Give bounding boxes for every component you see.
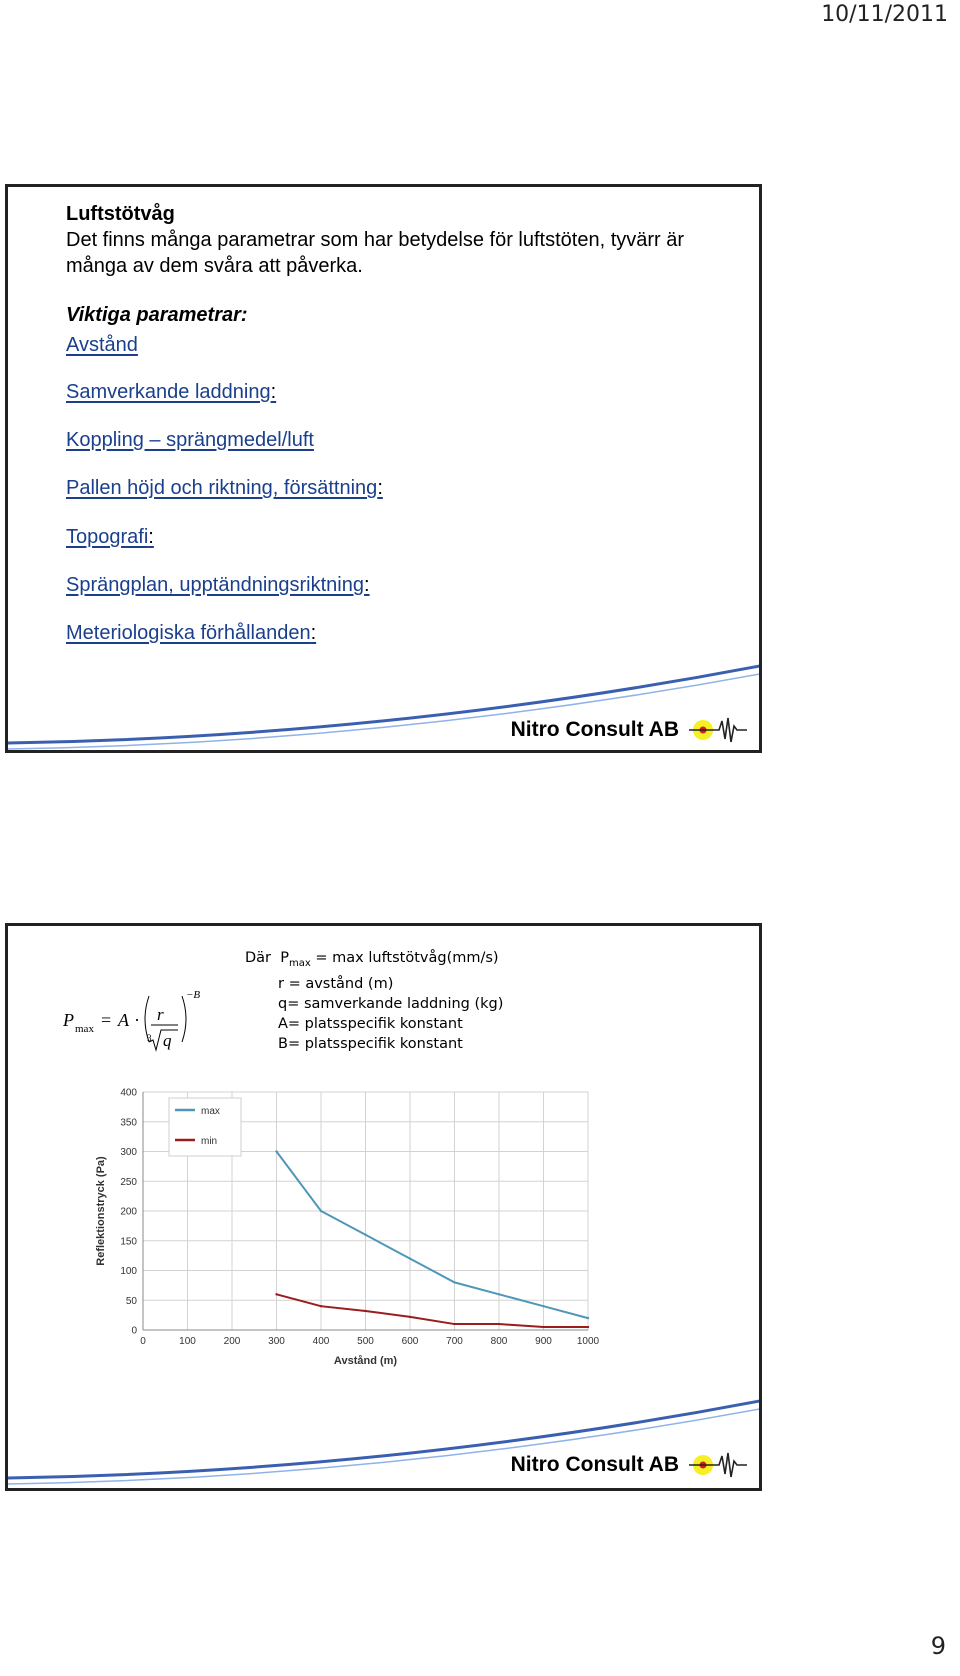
data-point-min <box>275 1293 277 1295</box>
param-colon: : <box>310 622 317 644</box>
x-tick-label: 400 <box>312 1336 330 1347</box>
header-date: 10/11/2011 <box>821 2 948 27</box>
data-point-max <box>320 1210 322 1212</box>
formula-max: max <box>75 1023 94 1035</box>
company-logo-icon <box>687 1450 747 1480</box>
data-point-max <box>275 1150 277 1152</box>
company-logo-icon <box>687 715 747 745</box>
x-tick-label: 900 <box>535 1336 552 1347</box>
formula-p: P <box>63 1010 74 1030</box>
pressure-distance-chart <box>88 1072 648 1377</box>
parameters-heading: Viktiga parametrar: <box>66 304 248 326</box>
brand-name: Nitro Consult AB <box>510 1453 679 1476</box>
y-tick-label: 300 <box>120 1147 137 1158</box>
y-tick-label: 350 <box>120 1117 137 1129</box>
definition-q: q= samverkande laddning (kg) <box>278 995 504 1012</box>
x-tick-label: 300 <box>268 1336 285 1347</box>
definition-p-sub: max <box>288 957 311 969</box>
param-bench[interactable] <box>66 477 383 500</box>
data-point-min <box>364 1310 366 1312</box>
y-axis-label: Reflektionstryck (Pa) <box>95 1156 107 1266</box>
data-point-max <box>409 1257 411 1259</box>
definition-p-text: = max luftstötvåg(mm/s) <box>310 950 499 966</box>
y-tick-label: 100 <box>120 1266 137 1277</box>
x-tick-label: 500 <box>357 1336 374 1347</box>
definition-lead: Där <box>245 950 272 966</box>
x-axis-label: Avstånd (m) <box>333 1355 398 1367</box>
page-number: 9 <box>930 1632 946 1660</box>
brand-name: Nitro Consult AB <box>510 718 679 741</box>
formula-definitions <box>245 948 503 1054</box>
data-point-min <box>453 1323 455 1325</box>
data-point-min <box>409 1316 411 1318</box>
data-point-max <box>587 1317 589 1319</box>
slide-formula-chart <box>5 923 762 1491</box>
param-topography-link[interactable]: Topografi <box>66 526 149 548</box>
param-coupling-link[interactable]: Koppling – sprängmedel/luft <box>66 429 314 451</box>
x-tick-label: 100 <box>179 1336 196 1347</box>
series-line-min <box>277 1294 589 1327</box>
param-colon: : <box>364 574 370 596</box>
formula-dot: · <box>134 1010 140 1030</box>
definition-a: A= platsspecifik konstant <box>278 1015 463 1032</box>
legend-label-min: min <box>201 1136 218 1147</box>
x-tick-label: 200 <box>223 1336 241 1347</box>
formula-paren-right <box>182 996 186 1042</box>
data-point-min <box>498 1323 500 1325</box>
definition-pmax <box>245 948 503 974</box>
param-coupling[interactable] <box>66 429 314 452</box>
formula-exponent: −B <box>186 989 201 1001</box>
param-distance[interactable] <box>66 334 138 357</box>
param-charge[interactable] <box>66 381 276 404</box>
definition-p: P <box>280 950 289 966</box>
slide-intro-text: Det finns många parametrar som har betydelse för luftstöten, tyvärr är många av dem svåra att påverka. <box>66 229 685 277</box>
brand-footer <box>511 1450 747 1480</box>
x-tick-label: 700 <box>446 1336 463 1347</box>
legend-label-max: max <box>201 1106 220 1117</box>
x-tick-label: 1000 <box>576 1336 600 1347</box>
x-tick-label: 0 <box>140 1336 146 1347</box>
data-point-min <box>587 1326 589 1328</box>
formula-root-index: 3 <box>147 1033 152 1043</box>
param-distance-link[interactable]: Avstånd <box>66 334 138 356</box>
data-point-max <box>542 1305 544 1307</box>
y-tick-label: 150 <box>120 1236 137 1248</box>
param-colon: : <box>270 381 277 403</box>
brand-footer <box>511 715 747 745</box>
y-tick-label: 0 <box>131 1325 137 1337</box>
data-point-min <box>542 1326 544 1328</box>
definition-r: r = avstånd (m) <box>278 975 394 992</box>
param-meteorology-link[interactable]: Meteriologiska förhållanden <box>66 622 311 644</box>
formula-r: r <box>157 1005 164 1024</box>
data-point-max <box>498 1293 500 1295</box>
data-point-min <box>320 1305 322 1307</box>
pmax-formula <box>63 954 233 1054</box>
param-blast-plan-link[interactable]: Sprängplan, upptändningsriktning <box>66 574 364 596</box>
param-topography[interactable] <box>66 526 154 549</box>
x-tick-label: 800 <box>490 1336 508 1347</box>
formula-equals: = <box>101 1010 112 1030</box>
formula-a: A <box>118 1010 129 1030</box>
definition-b: B= platsspecifik konstant <box>278 1035 463 1052</box>
slide-title: Luftstötvåg <box>66 203 175 225</box>
formula-q: q <box>163 1031 172 1050</box>
param-charge-link[interactable]: Samverkande laddning <box>66 381 271 403</box>
param-meteorology[interactable] <box>66 622 316 645</box>
param-blast-plan[interactable] <box>66 574 370 597</box>
y-tick-label: 250 <box>120 1176 137 1188</box>
param-colon: : <box>377 477 383 499</box>
y-tick-label: 400 <box>120 1087 137 1099</box>
series-line-max <box>277 1152 589 1319</box>
y-tick-label: 200 <box>120 1206 137 1218</box>
y-tick-label: 50 <box>125 1295 137 1307</box>
data-point-max <box>453 1281 455 1283</box>
data-point-max <box>364 1234 366 1236</box>
param-bench-link[interactable]: Pallen höjd och riktning, försättning <box>66 477 378 499</box>
x-tick-label: 600 <box>401 1336 419 1347</box>
slide-intro-block <box>66 201 746 279</box>
param-colon: : <box>148 526 154 548</box>
slide-air-blast-parameters <box>5 184 762 753</box>
